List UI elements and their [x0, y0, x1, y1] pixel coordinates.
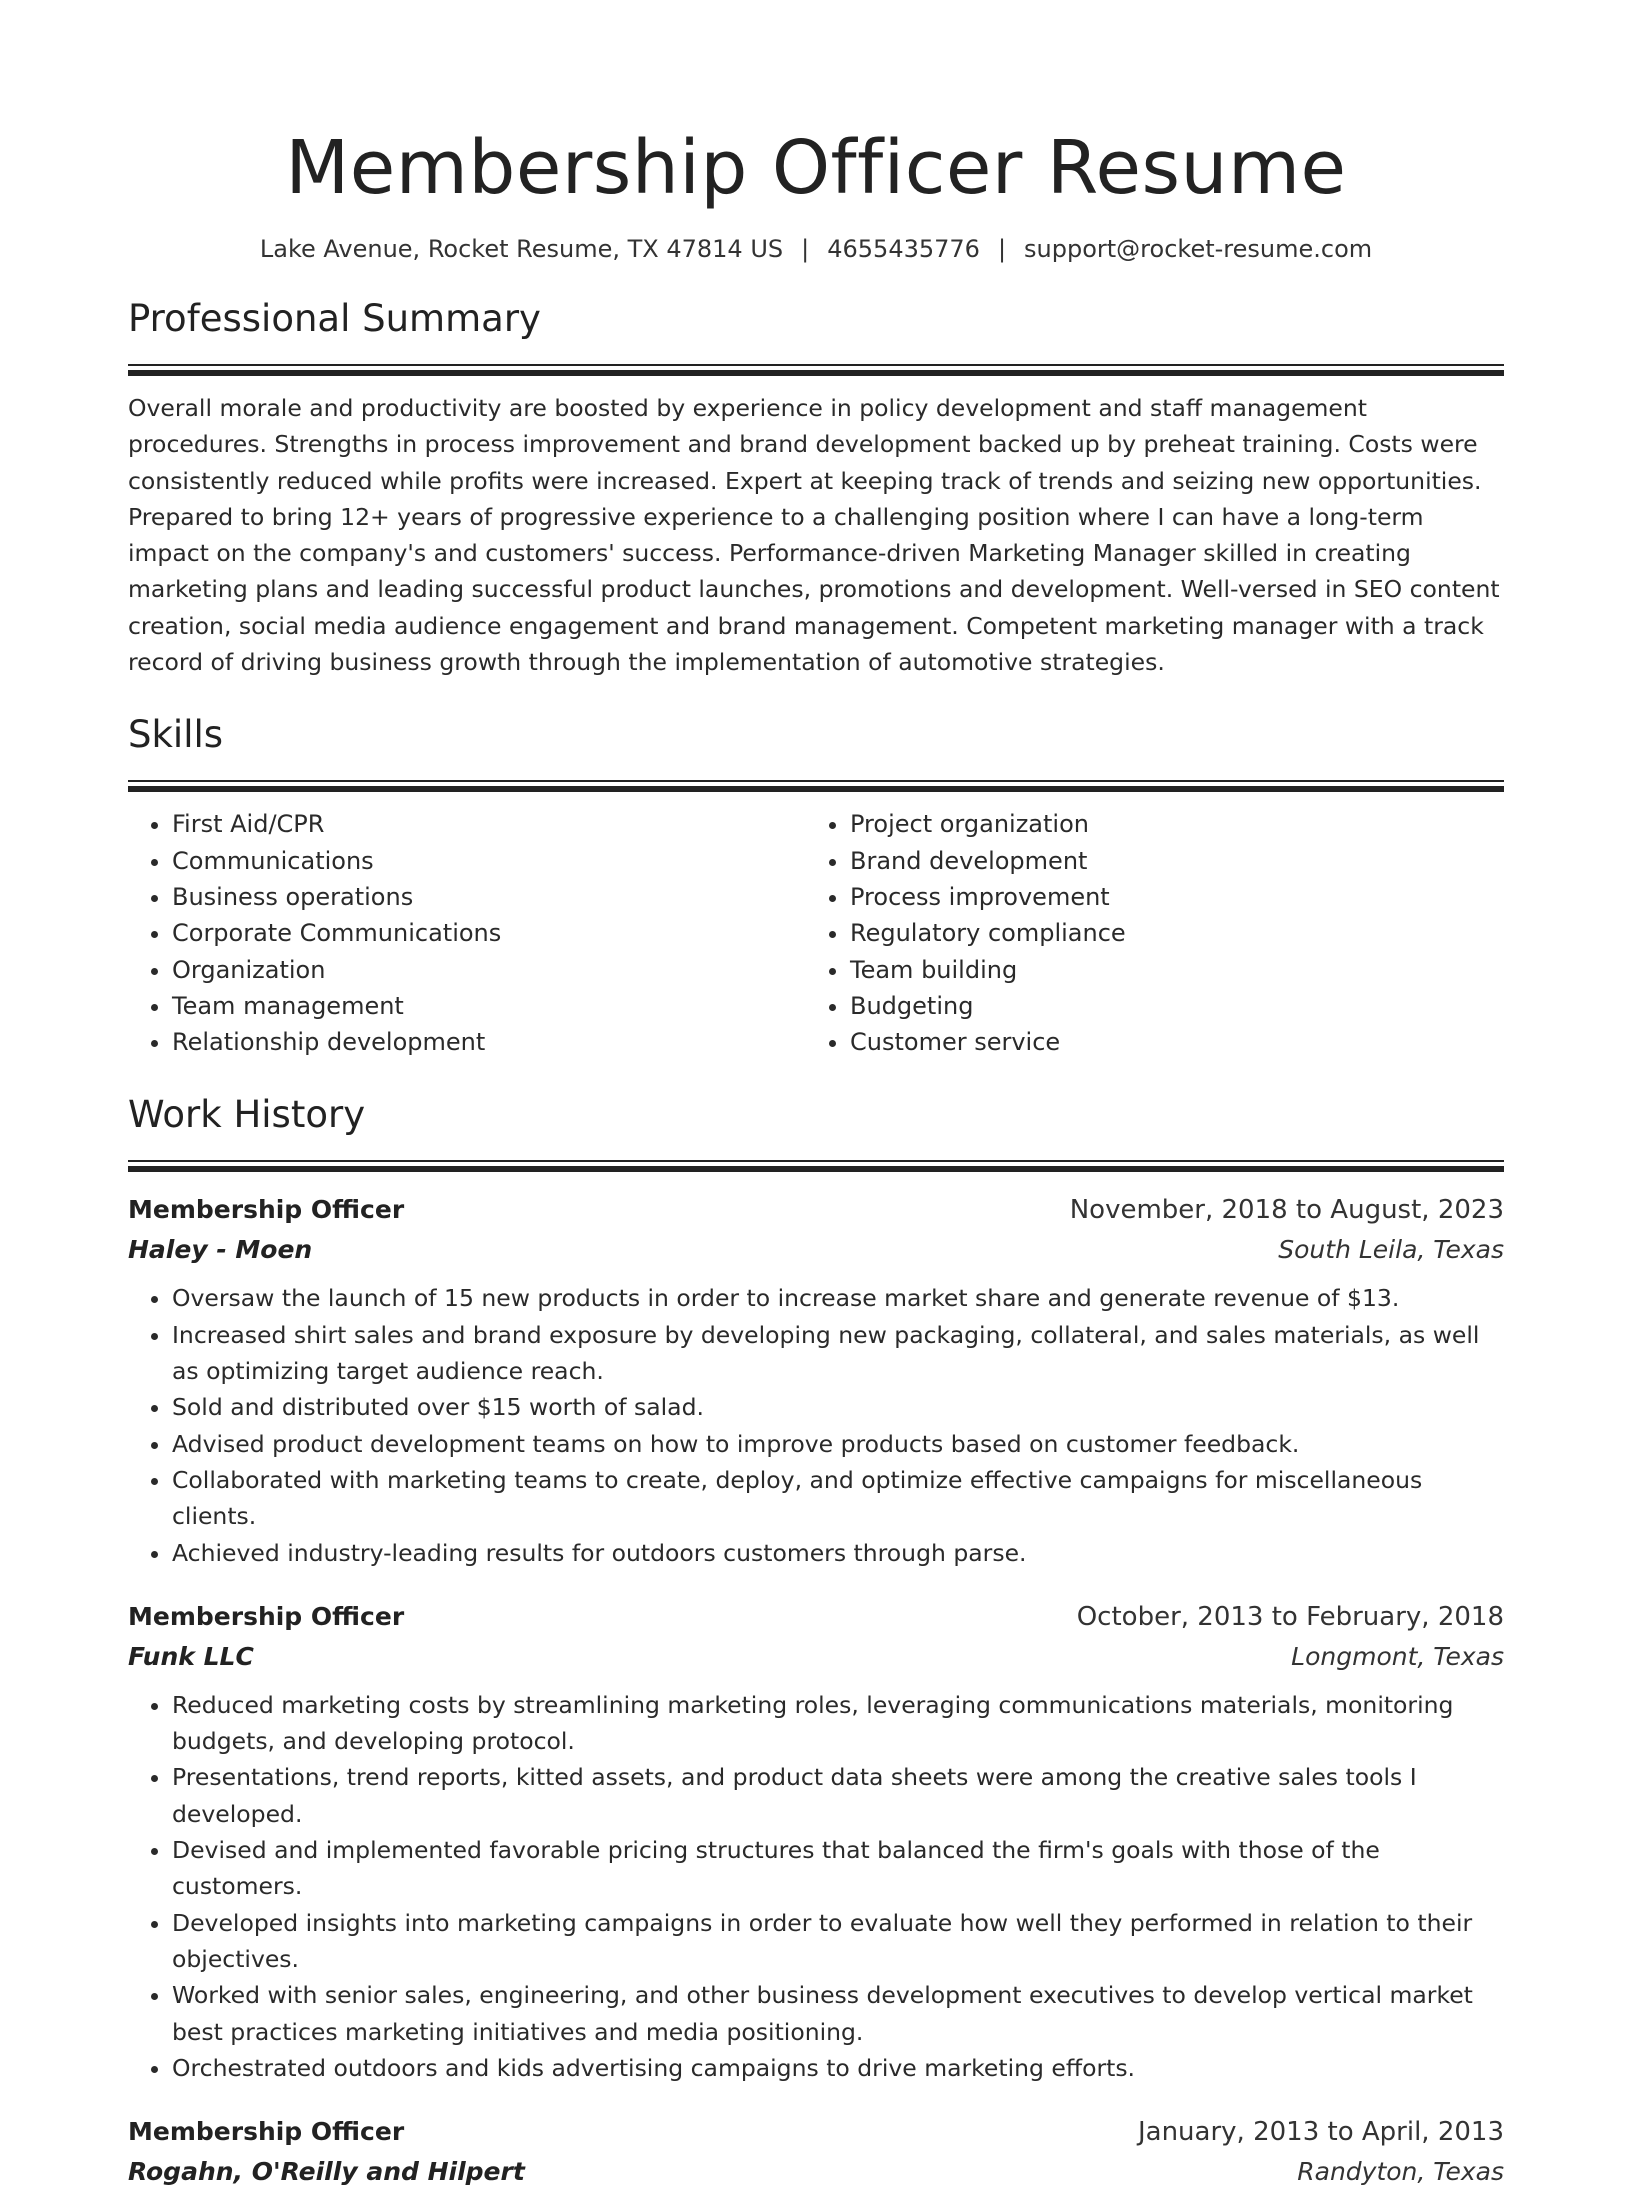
job-company-row [128, 1637, 1504, 1677]
skills-section [128, 710, 1504, 1060]
contact-separator: | [997, 235, 1007, 263]
job-bullet: • Sold and distributed over $15 worth of salad. [172, 1389, 1504, 1425]
job-header-row [128, 1597, 1504, 1637]
section-title: Professional Summary [128, 297, 541, 340]
job-location: South Leila, Texas [1278, 1235, 1504, 1265]
job-title: Membership Officer [128, 1601, 405, 1631]
job-dates: January, 2013 to April, 2013 [1137, 2117, 1504, 2148]
section-divider [128, 364, 1504, 376]
skills-list-right [806, 806, 1484, 1060]
skill-item: • First Aid/CPR [172, 806, 806, 842]
job-bullets [128, 1280, 1504, 1570]
job-bullets [128, 1687, 1504, 2086]
job-bullet: • Developed insights into marketing campaigns in order to evaluate how well they performed in relation to their objectives. [172, 1905, 1504, 1978]
skill-item: • Corporate Communications [172, 915, 806, 951]
section-title: Skills [128, 713, 224, 757]
job-entry [128, 2112, 1504, 2192]
skill-item: • Organization [172, 952, 806, 988]
resume-title: Membership Officer Resume [285, 125, 1347, 211]
job-dates: October, 2013 to February, 2018 [1076, 1601, 1504, 1632]
resume-content [128, 0, 1504, 2192]
skill-item: • Budgeting [850, 988, 1484, 1024]
skill-item: • Brand development [850, 843, 1484, 879]
summary-text: Overall morale and productivity are boosted by experience in policy development and staff management procedures. Strengths in process improvement and brand development backed up by preheat training. Costs were consistently reduced while profits were increased. Expert at keeping track of trends and seizing new opportunities. Prepared to bring 12+ years of progressive experience to a challenging position where I can have a long-term impact on the company's and customers' success. Performance-driven Marketing Manager skilled in creating marketing plans and leading successful product launches, promotions and development. Well-versed in SEO content creation, social media audience engagement and brand management. Competent marketing manager with a track record of driving business growth through the implementation of automotive strategies. [128, 394, 1500, 677]
skill-item: • Team building [850, 952, 1484, 988]
job-company-row [128, 1230, 1504, 1270]
job-bullet: • Achieved industry-leading results for outdoors customers through parse. [172, 1535, 1504, 1571]
job-bullet: • Collaborated with marketing teams to create, deploy, and optimize effective campaigns for miscellaneous clients. [172, 1462, 1504, 1535]
work-history-section [128, 1090, 1504, 2192]
skill-item: • Communications [172, 843, 806, 879]
job-header-row [128, 1190, 1504, 1230]
job-location: Randyton, Texas [1297, 2157, 1504, 2187]
skill-item: • Customer service [850, 1024, 1484, 1060]
job-entry [128, 1597, 1504, 2086]
section-title: Work History [128, 1093, 366, 1137]
skill-item: • Regulatory compliance [850, 915, 1484, 951]
job-company: Haley - Moen [128, 1235, 313, 1265]
job-company: Rogahn, O'Reilly and Hilpert [128, 2157, 525, 2187]
job-bullet: • Advised product development teams on how to improve products based on customer feedback. [172, 1426, 1504, 1462]
skills-columns [128, 806, 1504, 1060]
job-bullet: • Reduced marketing costs by streamlining marketing roles, leveraging communications materials, monitoring budgets, and developing protocol. [172, 1687, 1504, 1760]
skill-item: • Team management [172, 988, 806, 1024]
job-title: Membership Officer [128, 2117, 405, 2147]
skills-list-left [128, 806, 806, 1060]
job-company-row [128, 2152, 1504, 2192]
job-bullet: • Worked with senior sales, engineering, and other business development executives to develop vertical market best practices marketing initiatives and media positioning. [172, 1977, 1504, 2050]
contact-separator: | [801, 235, 810, 263]
job-bullet: • Presentations, trend reports, kitted assets, and product data sheets were among the creative sales tools I developed. [172, 1759, 1504, 1832]
job-bullet: • Increased shirt sales and brand exposure by developing new packaging, collateral, and sales materials, as well as optimizing target audience reach. [172, 1317, 1504, 1390]
section-divider [128, 1160, 1504, 1172]
skill-item: • Project organization [850, 806, 1484, 842]
section-divider [128, 780, 1504, 792]
contact-line [128, 234, 1504, 264]
contact-phone: 4655435776 [827, 235, 980, 263]
contact-email: support@rocket-resume.com [1024, 235, 1373, 263]
job-bullet: • Orchestrated outdoors and kids advertising campaigns to drive marketing efforts. [172, 2050, 1504, 2086]
job-dates: November, 2018 to August, 2023 [1069, 1195, 1504, 1226]
job-entry [128, 1190, 1504, 1570]
job-bullet: • Oversaw the launch of 15 new products in order to increase market share and generate revenue of $13. [172, 1280, 1504, 1316]
job-location: Longmont, Texas [1291, 1641, 1504, 1671]
job-company: Funk LLC [128, 1641, 254, 1671]
skill-item: • Process improvement [850, 879, 1484, 915]
professional-summary-section [128, 294, 1504, 680]
skill-item: • Relationship development [172, 1024, 806, 1060]
job-bullet: • Devised and implemented favorable pricing structures that balanced the firm's goals with those of the customers. [172, 1832, 1504, 1905]
contact-address: Lake Avenue, Rocket Resume, TX 47814 US [259, 235, 784, 263]
skill-item: • Business operations [172, 879, 806, 915]
job-header-row [128, 2112, 1504, 2152]
job-title: Membership Officer [128, 1195, 405, 1225]
